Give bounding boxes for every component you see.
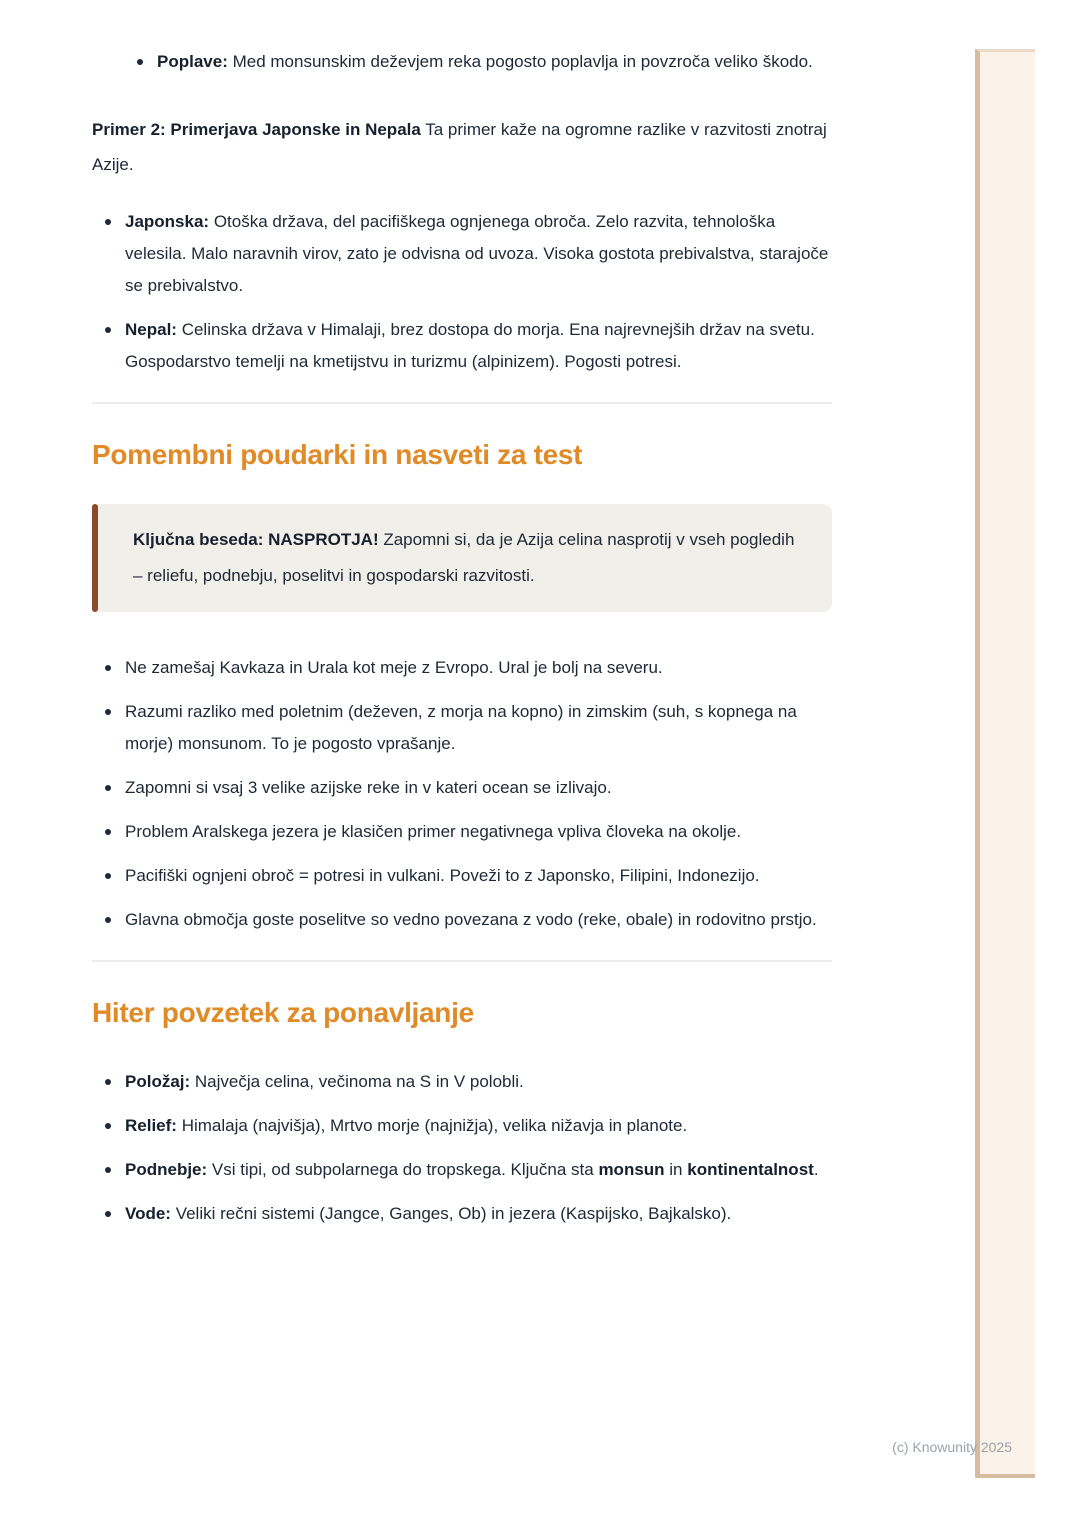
list-item-poplave [92, 46, 832, 78]
key-word-callout [92, 504, 832, 612]
bullet-icon [105, 665, 111, 671]
page-edge-stripe [975, 49, 1035, 1478]
list-item-text [157, 46, 832, 78]
list-item-text [125, 1198, 832, 1230]
bullet-icon [137, 59, 143, 65]
section-divider [92, 960, 832, 962]
tips-bullet-list [92, 652, 832, 936]
list-item-lead: Položaj: [125, 1072, 191, 1091]
list-item-lead: Vode: [125, 1204, 171, 1223]
list-item [92, 696, 832, 760]
list-item-text [125, 314, 832, 378]
list-item-nepal [92, 314, 832, 378]
list-item-vode [92, 1198, 832, 1230]
country-comparison-list [92, 206, 832, 378]
bullet-icon [105, 327, 111, 333]
bullet-icon [105, 873, 111, 879]
bullet-icon [105, 785, 111, 791]
list-item-lead: Podnebje: [125, 1160, 208, 1179]
list-item-text: Zapomni si vsaj 3 velike azijske reke in v kateri ocean se izlivajo. [125, 778, 612, 797]
copyright-notice: (c) Knowunity 2025 [892, 1439, 1012, 1455]
list-item-polozaj [92, 1066, 832, 1098]
list-item-body: Celinska država v Himalaji, brez dostopa do morja. Ena najrevnejših držav na svetu. Gospodarstvo temelji na kmetijstvu in turizmu (alpinizem). Pogosti potresi. [125, 320, 815, 371]
list-item-body: Vsi tipi, od subpolarnega do tropskega. Ključna sta [211, 1160, 594, 1179]
list-item [92, 860, 832, 892]
list-item-text: Pacifiški ognjeni obroč = potresi in vulkani. Poveži to z Japonsko, Filipini, Indonezijo. [125, 866, 760, 885]
section-title-summary: Hiter povzetek za ponavljanje [92, 997, 474, 1028]
list-item-lead: Relief: [125, 1116, 177, 1135]
bullet-icon [105, 1123, 111, 1129]
list-item [92, 904, 832, 936]
list-item [92, 652, 832, 684]
list-item-lead: Poplave: [157, 52, 228, 71]
list-item-text: Glavna območja goste poselitve so vedno povezana z vodo (reke, obale) in rodovitno prstjo. [125, 910, 817, 929]
bullet-icon [105, 829, 111, 835]
callout-body: Zapomni si, da je Azija celina nasprotij v vseh pogledih – reliefu, podnebju, poselitvi in gospodarski razvitosti. [133, 530, 795, 585]
list-item-text [125, 1066, 832, 1098]
list-item-text: Problem Aralskega jezera je klasičen primer negativnega vpliva človeka na okolje. [125, 822, 742, 841]
list-item-relief [92, 1110, 832, 1142]
list-item-body: . [813, 1160, 819, 1179]
list-item-body: Veliki rečni sistemi (Jangce, Ganges, Ob) in jezera (Kaspijsko, Bajkalsko). [175, 1204, 732, 1223]
callout-lead: Ključna beseda: NASPROTJA! [133, 530, 379, 549]
section-title-tips: Pomembni poudarki in nasveti za test [92, 439, 583, 470]
bullet-icon [105, 219, 111, 225]
list-item-text: Razumi razliko med poletnim (deževen, z morja na kopno) in zimskim (suh, s kopnega na morje) monsunom. To je pogosto vprašanje. [125, 702, 797, 753]
bullet-icon [105, 917, 111, 923]
paragraph-body: Ta primer kaže na ogromne razlike v razvitosti znotraj Azije. [92, 120, 827, 174]
list-item-lead: Japonska: [125, 212, 210, 231]
list-item-text [125, 206, 832, 302]
list-item-bold-term: kontinentalnost [687, 1160, 814, 1179]
list-item [92, 816, 832, 848]
list-item-japonska [92, 206, 832, 302]
list-item-text [125, 1154, 832, 1186]
summary-bullet-list [92, 1066, 832, 1230]
list-item-podnebje [92, 1154, 832, 1186]
bullet-icon [105, 1211, 111, 1217]
list-item-lead: Nepal: [125, 320, 177, 339]
list-item-text: Ne zamešaj Kavkaza in Urala kot meje z Evropo. Ural je bolj na severu. [125, 658, 663, 677]
primer2-paragraph [92, 112, 832, 182]
bullet-icon [105, 1079, 111, 1085]
list-item-bold-term: monsun [598, 1160, 665, 1179]
list-item-body: Otoška država, del pacifiškega ognjenega obroča. Zelo razvita, tehnološka velesila. Malo naravnih virov, zato je odvisna od uvoza. Visoka gostota prebivalstva, starajoče se prebivalstvo. [125, 212, 829, 295]
list-item-text [125, 1110, 832, 1142]
bullet-icon [105, 709, 111, 715]
list-item-body: Med monsunskim deževjem reka pogosto poplavlja in povzroča veliko škodo. [232, 52, 813, 71]
list-item-body: in [669, 1160, 683, 1179]
list-item [92, 772, 832, 804]
flood-bullet-list [92, 46, 832, 78]
list-item-body: Največja celina, večinoma na S in V polobli. [194, 1072, 524, 1091]
page-content [92, 0, 832, 1230]
bullet-icon [105, 1167, 111, 1173]
paragraph-lead: Primer 2: Primerjava Japonske in Nepala [92, 120, 421, 139]
section-divider [92, 402, 832, 404]
list-item-body: Himalaja (najvišja), Mrtvo morje (najnižja), velika nižavja in planote. [181, 1116, 688, 1135]
